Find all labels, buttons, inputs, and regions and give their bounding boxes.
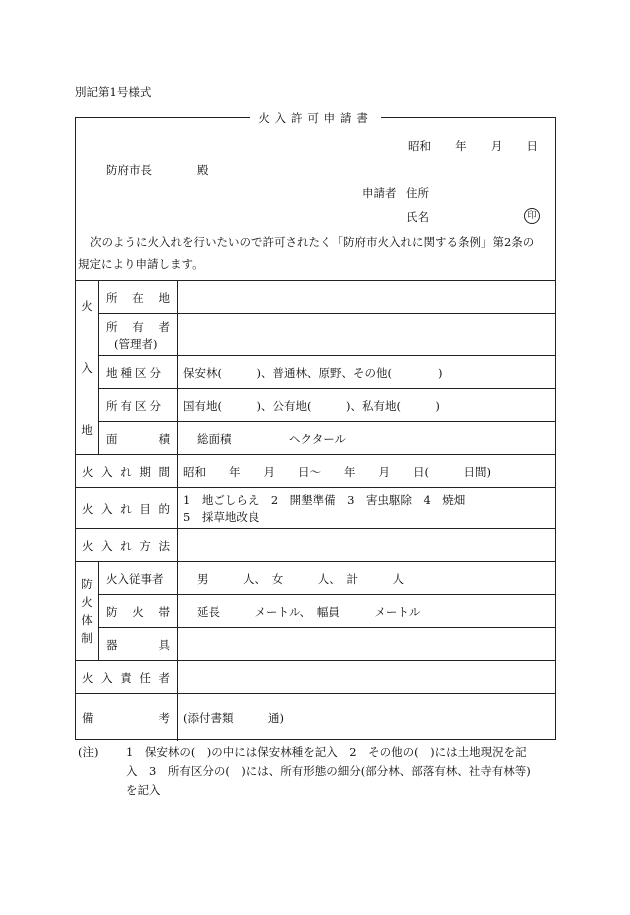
workers-label: 火入従事者: [106, 572, 164, 586]
owner-sub-label: (管理者): [114, 337, 158, 351]
form-number: 別記第1号様式: [75, 85, 152, 99]
remarks-value: (添付書類 通): [183, 711, 284, 725]
application-form: [75, 111, 556, 740]
rule: [98, 421, 555, 422]
purpose-label: 火 入 れ 目 的: [82, 502, 170, 516]
owner-label: 所 有 者: [106, 320, 170, 334]
rule: [177, 280, 178, 741]
period-label: 火 入 れ 期 間: [82, 465, 170, 479]
rule: [98, 388, 555, 389]
land-type-value: 保安林( )、普通林、原野、その他( ): [183, 366, 443, 380]
intro-line-2: 規定により申請します。: [78, 257, 204, 271]
rule: [76, 454, 555, 455]
address-label: 住所: [406, 186, 429, 200]
notes-line-1: 1 保安林の( )の中には保安林種を記入 2 その他の( )には土地現況を記: [126, 745, 527, 759]
honorific: 殿: [197, 163, 209, 177]
rule: [76, 660, 555, 661]
rule: [76, 280, 555, 281]
notes-label: (注): [78, 745, 99, 759]
notes-line-2: 入 3 所有区分の( )には、所有形態の細分(部分林、部落有林、社寺有林等): [126, 764, 531, 778]
method-label: 火 入 れ 方 法: [82, 539, 170, 553]
notes-line-3: を記入: [126, 783, 161, 797]
date-line: 昭和 年 月 日: [408, 139, 538, 153]
ownership-value: 国有地( )、公有地( )、私有地( ): [183, 399, 440, 413]
rule: [98, 561, 99, 660]
intro-line-1: 次のように火入れを行いたいので許可されたく「防府市火入れに関する条例」第2条の: [90, 235, 535, 249]
workers-value: 男 人、 女 人、 計 人: [197, 572, 404, 586]
defense-group-label: 防 火 体 制: [81, 577, 93, 645]
area-value: 総面積 ヘクタール: [197, 432, 347, 446]
firebreak-label: 防 火 帯: [106, 605, 170, 619]
addressee: 防府市長: [106, 163, 152, 177]
land-type-label: 地種区分: [106, 366, 164, 380]
rule: [76, 528, 555, 529]
location-label: 所 在 地: [106, 291, 170, 305]
area-label: 面 積: [106, 432, 170, 446]
remarks-label: 備 考: [82, 711, 170, 725]
land-group-label: 火 入 地: [81, 299, 93, 437]
rule: [98, 627, 555, 628]
rule: [76, 561, 555, 562]
rule: [76, 693, 555, 694]
ownership-label: 所有区分: [106, 399, 164, 413]
rule: [98, 280, 99, 454]
responsible-label: 火 入 責 任 者: [82, 671, 170, 685]
period-value: 昭和 年 月 日〜 年 月 日( 日間): [183, 465, 491, 479]
form-title: 火入許可申請書: [76, 110, 555, 126]
rule: [76, 487, 555, 488]
firebreak-value: 延長 メートル、 幅員 メートル: [197, 605, 421, 619]
name-label: 氏名: [406, 210, 429, 224]
equipment-label: 器 具: [106, 638, 170, 652]
purpose-line-1: 1 地ごしらえ 2 開墾準備 3 害虫駆除 4 焼畑: [183, 493, 466, 507]
rule: [98, 313, 555, 314]
seal-mark: 印: [524, 207, 540, 224]
rule: [98, 594, 555, 595]
applicant-label: 申請者: [362, 186, 397, 200]
purpose-line-2: 5 採草地改良: [183, 510, 260, 524]
rule: [98, 355, 555, 356]
